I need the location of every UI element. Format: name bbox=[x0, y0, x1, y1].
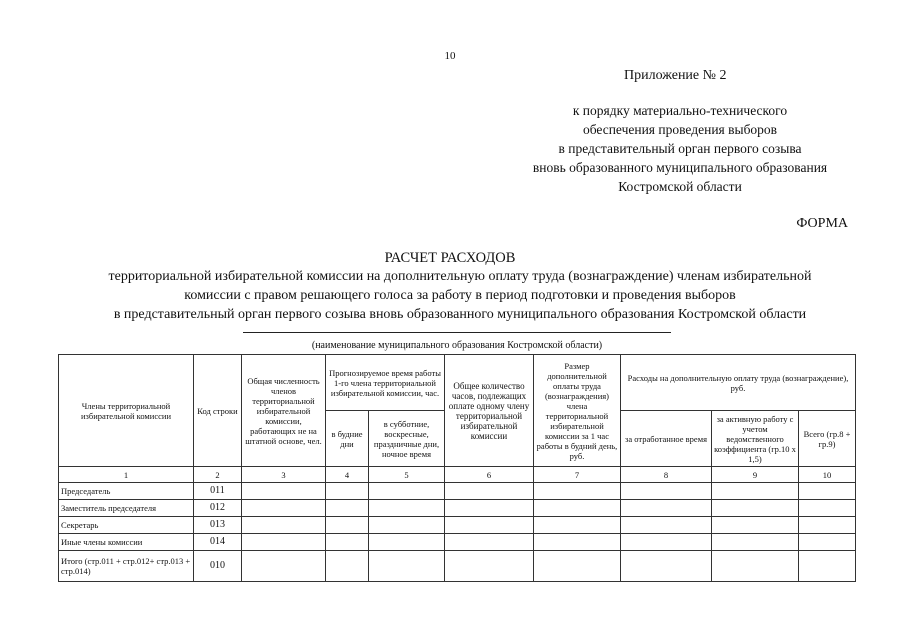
empty-cell[interactable] bbox=[445, 551, 534, 582]
empty-cell[interactable] bbox=[712, 517, 799, 534]
header-count: Общая численность членов территориальной избирательной комиссии, работающих не на штатной основе, чел. bbox=[242, 355, 326, 467]
document-subtitle bbox=[40, 267, 880, 324]
row-label: Заместитель председателя bbox=[59, 500, 194, 517]
forma-label: ФОРМА bbox=[796, 216, 848, 231]
order-line: Костромской области bbox=[618, 179, 742, 194]
empty-cell[interactable] bbox=[534, 517, 621, 534]
column-number: 7 bbox=[534, 467, 621, 483]
empty-cell[interactable] bbox=[621, 500, 712, 517]
header-weekends: в субботние, воскресные, праздничные дни, ночное время bbox=[369, 411, 445, 467]
subtitle-line: комиссии с правом решающего голоса за работу в период подготовки и проведения выборов bbox=[184, 288, 736, 303]
column-number: 2 bbox=[194, 467, 242, 483]
order-line: вновь образованного муниципального образования bbox=[532, 160, 828, 175]
table-row bbox=[59, 483, 856, 500]
subtitle-line: территориальной избирательной комиссии на дополнительную оплату труда (вознаграждение) членам избирательной bbox=[108, 269, 812, 284]
table-row-total bbox=[59, 551, 856, 582]
empty-cell[interactable] bbox=[326, 483, 369, 500]
empty-cell[interactable] bbox=[534, 534, 621, 551]
row-code: 012 bbox=[194, 500, 242, 517]
header-code: Код строки bbox=[194, 355, 242, 467]
expenses-table bbox=[58, 354, 856, 582]
empty-cell[interactable] bbox=[242, 517, 326, 534]
empty-cell[interactable] bbox=[445, 517, 534, 534]
empty-cell[interactable] bbox=[369, 500, 445, 517]
document-title: РАСЧЕТ РАСХОДОВ bbox=[384, 250, 516, 266]
column-number: 3 bbox=[242, 467, 326, 483]
table-row bbox=[59, 517, 856, 534]
empty-cell[interactable] bbox=[712, 483, 799, 500]
empty-cell[interactable] bbox=[712, 551, 799, 582]
row-code: 011 bbox=[194, 483, 242, 500]
empty-cell[interactable] bbox=[621, 551, 712, 582]
header-active-work: за активную работу с учетом ведомственного коэффициента (гр.10 х 1,5) bbox=[712, 411, 799, 467]
empty-cell[interactable] bbox=[326, 534, 369, 551]
row-code: 014 bbox=[194, 534, 242, 551]
empty-cell[interactable] bbox=[326, 551, 369, 582]
header-rate: Размер дополнительной оплаты труда (вознаграждения) члена территориальной избирательной комиссии за 1 час работы в будний день, руб. bbox=[534, 355, 621, 467]
empty-cell[interactable] bbox=[242, 534, 326, 551]
order-line: в представительный орган первого созыва bbox=[558, 141, 802, 156]
row-code: 013 bbox=[194, 517, 242, 534]
row-label: Итого (стр.011 + стр.012+ стр.013 + стр.014) bbox=[59, 551, 194, 582]
empty-cell[interactable] bbox=[369, 483, 445, 500]
empty-cell[interactable] bbox=[534, 483, 621, 500]
empty-cell[interactable] bbox=[369, 517, 445, 534]
empty-cell[interactable] bbox=[445, 500, 534, 517]
empty-cell[interactable] bbox=[326, 500, 369, 517]
empty-cell[interactable] bbox=[712, 534, 799, 551]
empty-cell[interactable] bbox=[326, 517, 369, 534]
column-number: 4 bbox=[326, 467, 369, 483]
municipality-caption: (наименование муниципального образования Костромской области) bbox=[311, 340, 603, 351]
empty-cell[interactable] bbox=[799, 517, 856, 534]
appendix-title: Приложение № 2 bbox=[624, 68, 727, 83]
order-line: обеспечения проведения выборов bbox=[582, 122, 778, 137]
empty-cell[interactable] bbox=[445, 534, 534, 551]
header-total: Всего (гр.8 + гр.9) bbox=[799, 411, 856, 467]
empty-cell[interactable] bbox=[369, 551, 445, 582]
empty-cell[interactable] bbox=[445, 483, 534, 500]
header-total-hours: Общее количество часов, подлежащих оплате одному члену территориальной избирательной комиссии bbox=[445, 355, 534, 467]
header-forecast: Прогнозируемое время работы 1-го члена территориальной избирательной комиссии, час. bbox=[326, 355, 445, 411]
order-line: к порядку материально-технического bbox=[572, 103, 788, 118]
empty-cell[interactable] bbox=[242, 500, 326, 517]
empty-cell[interactable] bbox=[242, 551, 326, 582]
empty-cell[interactable] bbox=[621, 534, 712, 551]
empty-cell[interactable] bbox=[799, 534, 856, 551]
column-number: 9 bbox=[712, 467, 799, 483]
empty-cell[interactable] bbox=[534, 500, 621, 517]
empty-cell[interactable] bbox=[621, 483, 712, 500]
header-expenses: Расходы на дополнительную оплату труда (вознаграждение), руб. bbox=[621, 355, 856, 411]
page-number: 10 bbox=[444, 50, 456, 62]
table-row bbox=[59, 534, 856, 551]
empty-cell[interactable] bbox=[534, 551, 621, 582]
empty-cell[interactable] bbox=[242, 483, 326, 500]
column-number: 6 bbox=[445, 467, 534, 483]
column-number: 8 bbox=[621, 467, 712, 483]
empty-cell[interactable] bbox=[712, 500, 799, 517]
row-label: Секретарь bbox=[59, 517, 194, 534]
column-number: 5 bbox=[369, 467, 445, 483]
subtitle-line: в представительный орган первого созыва вновь образованного муниципального образования Костромской области bbox=[113, 307, 807, 322]
row-label: Иные члены комиссии bbox=[59, 534, 194, 551]
row-code: 010 bbox=[194, 551, 242, 582]
column-number: 10 bbox=[799, 467, 856, 483]
empty-cell[interactable] bbox=[369, 534, 445, 551]
order-reference bbox=[480, 101, 880, 196]
row-label: Председатель bbox=[59, 483, 194, 500]
header-weekdays: в будние дни bbox=[326, 411, 369, 467]
column-numbers-row bbox=[59, 467, 856, 483]
empty-cell[interactable] bbox=[799, 500, 856, 517]
municipality-name-line bbox=[243, 332, 671, 333]
column-number: 1 bbox=[59, 467, 194, 483]
header-worked-time: за отработанное время bbox=[621, 411, 712, 467]
header-members: Члены территориальной избирательной комиссии bbox=[59, 355, 194, 467]
empty-cell[interactable] bbox=[799, 551, 856, 582]
table-row bbox=[59, 500, 856, 517]
empty-cell[interactable] bbox=[799, 483, 856, 500]
empty-cell[interactable] bbox=[621, 517, 712, 534]
